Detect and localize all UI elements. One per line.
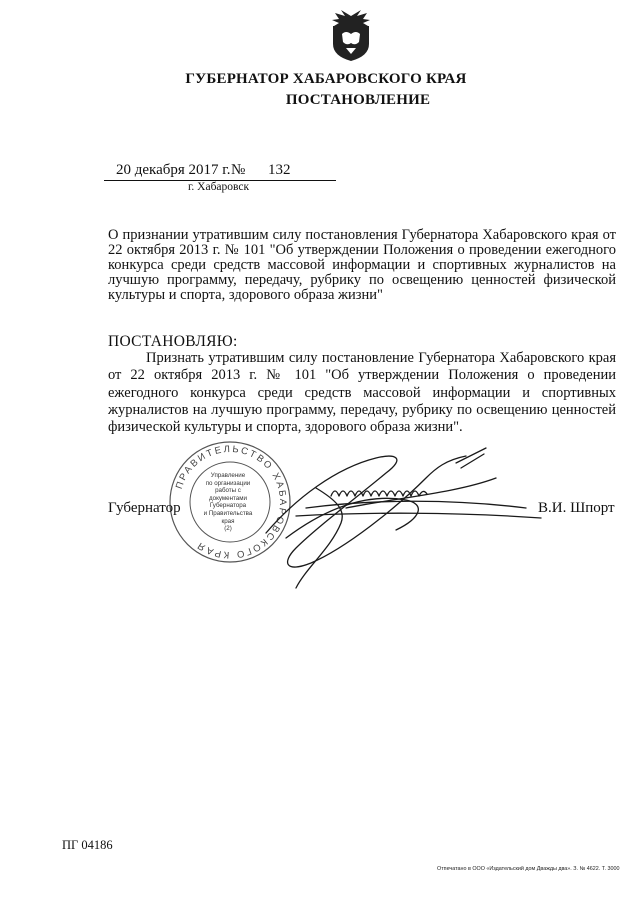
document-city: г. Хабаровск bbox=[188, 181, 250, 193]
number-label: № bbox=[231, 162, 246, 178]
handwritten-signature bbox=[256, 438, 556, 598]
document-subject: О признании утратившим силу постановления Губернатора Хабаровского края от 22 октября 2013 г. № 101 "Об утверждении Положения о проведении ежегодного конкурса среди средств массовой информации и спортивных журналистов на лучшую программу, передачу, рубрику по освещению ценностей физической культуры и спорта, здорового образа жизни" bbox=[108, 227, 616, 303]
decree-body: Признать утратившим силу постановление Губернатора Хабаровского края от 22 октября 2013 г. № 101 "Об утверждении Положения о проведении ежегодного конкурса среди средств массовой информации и спортивных журналистов на лучшую программу, передачу, рубрику по освещению ценностей физической культуры и спорта, здорового образа жизни". bbox=[108, 350, 616, 436]
document-date: 20 декабря 2017 г. bbox=[116, 162, 231, 178]
signatory-title: Губернатор bbox=[108, 500, 181, 516]
seal-inner-text: Управление по организации работы с документами Губернатора и Правительства края (2) bbox=[203, 472, 253, 533]
signatory-name: В.И. Шпорт bbox=[538, 500, 615, 516]
form-code: ПГ 04186 bbox=[62, 838, 113, 852]
issuer-title: ГУБЕРНАТОР ХАБАРОВСКОГО КРАЯ bbox=[185, 71, 467, 87]
document-type: ПОСТАНОВЛЕНИЕ bbox=[285, 92, 431, 108]
svg-text:ПРАВИТЕЛЬСТВО ХАБАРОВСКОГО КРА: ПРАВИТЕЛЬСТВО ХАБАРОВСКОГО КРАЯ bbox=[173, 443, 289, 561]
document-number: 132 bbox=[268, 162, 291, 178]
printing-note: Отпечатано в ООО «Издательский дом Дважды два». З. № 4622. Т. 3000 bbox=[437, 866, 620, 872]
decree-heading: ПОСТАНОВЛЯЮ: bbox=[108, 333, 238, 350]
date-number-line bbox=[104, 162, 336, 181]
coat-of-arms-icon bbox=[326, 4, 376, 62]
